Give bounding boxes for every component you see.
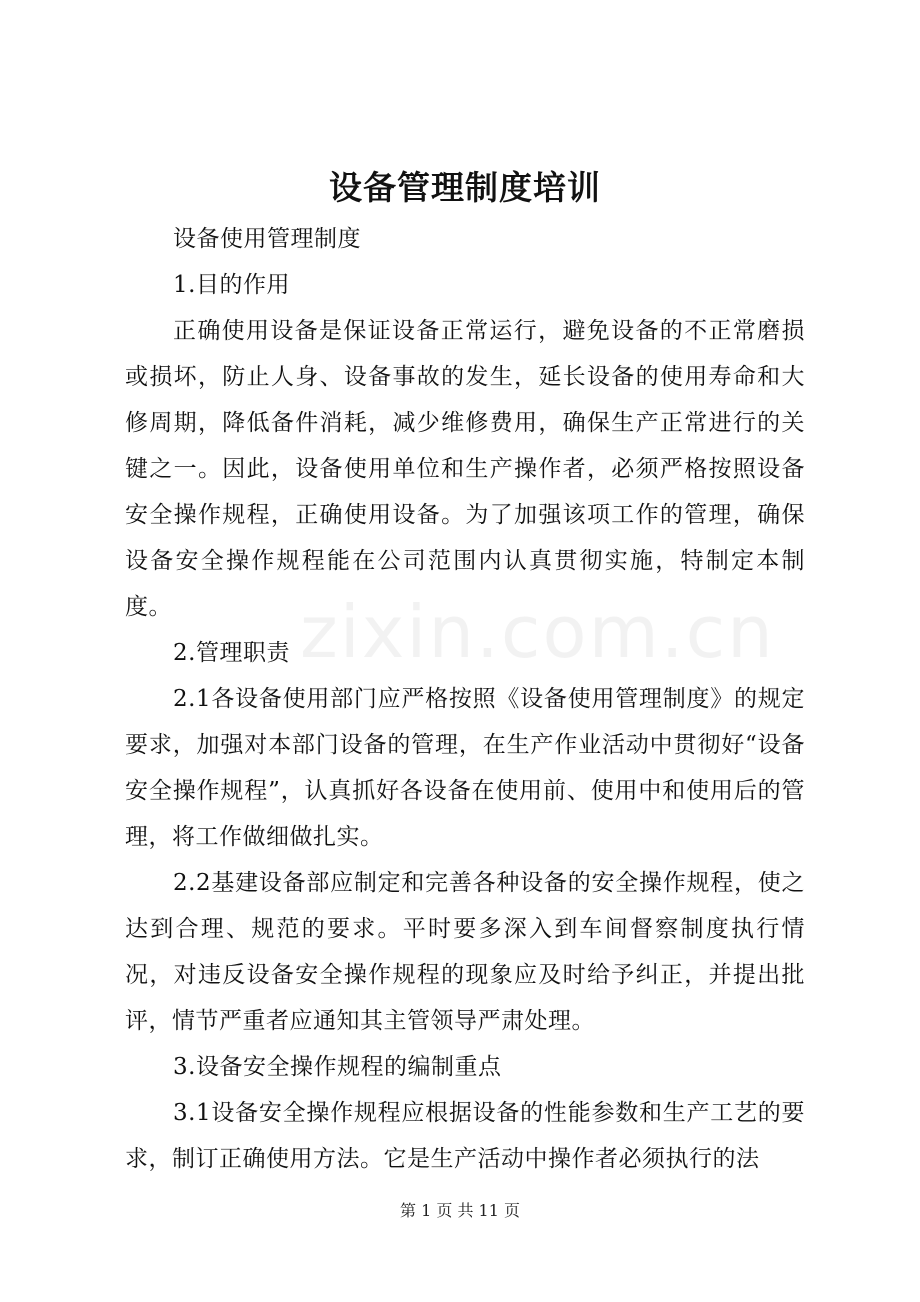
document-title: 设备管理制度培训 [329,168,601,207]
watermark-logo: zixin.com.cn [300,590,775,674]
section-heading: 2.管理职责 [173,640,290,666]
body-paragraph: 2.1各设备使用部门应严格按照《设备使用管理制度》的规定要求，加强对本部门设备的管理，在生产作业活动中贯彻好“设备安全操作规程”，认真抓好各设备在使用前、使用中和使用后的管理，将工作做细做扎实。 [125,686,805,850]
page-footer: 第 1 页 共 11 页 [400,1201,520,1220]
section-heading: 3.设备安全操作规程的编制重点 [173,1054,502,1080]
document-body [125,160,805,1182]
body-paragraph: 正确使用设备是保证设备正常运行，避免设备的不正常磨损或损坏，防止人身、设备事故的发生，延长设备的使用寿命和大修周期，降低备件消耗，减少维修费用，确保生产正常进行的关键之一。因此，设备使用单位和生产操作者，必须严格按照设备安全操作规程，正确使用设备。为了加强该项工作的管理，确保设备安全操作规程能在公司范围内认真贯彻实施，特制定本制度。 [125,318,805,620]
section-heading: 设备使用管理制度 [173,226,361,252]
body-paragraph: 2.2基建设备部应制定和完善各种设备的安全操作规程，使之达到合理、规范的要求。平时要多深入到车间督察制度执行情况，对违反设备安全操作规程的现象应及时给予纠正，并提出批评，情节严重者应通知其主管领导严肃处理。 [125,870,805,1034]
body-paragraph: 3.1设备安全操作规程应根据设备的性能参数和生产工艺的要求，制订正确使用方法。它是生产活动中操作者必须执行的法 [125,1100,805,1172]
section-heading: 1.目的作用 [173,272,290,298]
